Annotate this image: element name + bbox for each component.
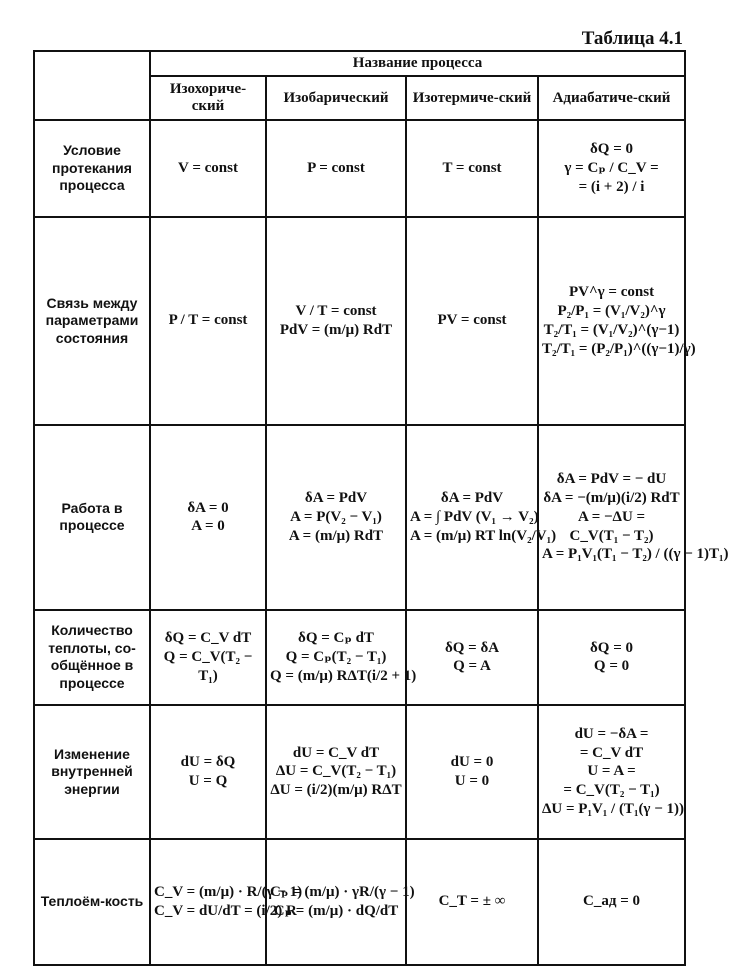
formula-line: ΔU = (i/2)(m/μ) RΔT (270, 782, 402, 799)
formula-line: = (i + 2) / i (578, 178, 645, 195)
formula-line: Q = C_V(T₂ − (163, 648, 253, 665)
formula-line: PV = const (437, 312, 507, 329)
cell-isobaric (266, 705, 406, 839)
cell-isochoric (150, 120, 266, 217)
cell-isobaric (266, 120, 406, 217)
cell-isochoric (150, 705, 266, 839)
formula-line: U = A = (587, 763, 636, 780)
formula-line: = C_V(T₂ − T₁) (563, 782, 660, 799)
formula-line: C_T = ± ∞ (438, 893, 506, 910)
col-header-isochoric: Изохориче-ский (150, 76, 266, 120)
formula-line: PV^γ = const (568, 284, 655, 301)
formula-line: δQ = δA (444, 639, 500, 656)
formula-line: δA = PdV (304, 490, 368, 507)
formula-line: A = P(V₂ − V₁) (290, 508, 382, 525)
col-header-isothermal: Изотермиче-ский (406, 76, 538, 120)
formula-line: δQ = C_V dT (164, 630, 252, 647)
formula-line: dU = 0 (450, 754, 494, 770)
cell-adiabatic (538, 610, 685, 705)
corner-cell (34, 51, 150, 120)
formula-line: δQ = Cₚ dT (298, 630, 374, 647)
formula-line: δA = PdV = − dU (556, 471, 667, 488)
row-header: Количество теплоты, со-общённое в процессе (34, 610, 150, 705)
table-row (34, 217, 685, 425)
col-header-adiabatic: Адиабатиче-ский (538, 76, 685, 120)
row-header: Связь между параметрами состояния (34, 217, 150, 425)
formula-line: T₁) (198, 667, 218, 684)
formula-line: C_V(T₁ − T₂) (569, 527, 654, 544)
formula-line: δA = −(m/μ)(i/2) RdT (543, 490, 680, 507)
formula-line: C_V = dU/dT = (i/2) R (154, 902, 297, 919)
cell-isochoric (150, 839, 303, 965)
formula-line: δQ = 0 (590, 141, 634, 158)
process-group-header: Название процесса (150, 51, 685, 76)
table-body (34, 120, 729, 965)
table-caption: Таблица 4.1 (581, 28, 683, 49)
cell-isothermal (406, 120, 538, 217)
formula-line: δQ = 0 (590, 639, 634, 656)
row-header: Изменение внутренней энергии (34, 705, 150, 839)
table-row (34, 425, 685, 610)
formula-line: A = −ΔU = (577, 508, 646, 525)
formula-line: Cₚ = (m/μ) · γR/(γ − 1) (270, 884, 415, 900)
cell-isobaric (266, 425, 406, 610)
formula-line: U = 0 (454, 772, 490, 789)
formula-line: ΔU = P₁V₁ / (T₁(γ − 1)) (542, 800, 684, 817)
formula-line: Cₚ = (m/μ) · dQ/dT (273, 902, 399, 919)
formula-line: ΔU = C_V(T₂ − T₁) (275, 763, 397, 780)
cell-adiabatic (538, 425, 729, 610)
formula-line: A = (m/μ) RdT (288, 527, 384, 544)
formula-line: Q = A (453, 658, 491, 675)
cell-adiabatic (538, 120, 685, 217)
row-header: Работа в процессе (34, 425, 150, 610)
formula-line: A = (m/μ) RT ln(V₂/V₁) (410, 527, 557, 544)
table-row (34, 705, 685, 839)
formula-line: T₂/T₁ = (V₁/V₂)^(γ−1) (543, 321, 680, 338)
cell-isochoric (150, 425, 266, 610)
table-row (34, 610, 685, 705)
formula-line: Q = (m/μ) RΔT(i/2 + 1) (270, 667, 417, 684)
formula-line: dU = C_V dT (292, 744, 380, 761)
formula-line: dU = −δA = (574, 725, 649, 742)
cell-isobaric (266, 839, 415, 965)
row-header: Условие протекания процесса (34, 120, 150, 217)
cell-isothermal (406, 217, 538, 425)
cell-isothermal (406, 425, 557, 610)
formula-line: δA = PdV (440, 490, 504, 507)
formula-line: T₂/T₁ = (P₂/P₁)^((γ−1)/γ) (542, 340, 696, 357)
row-header: Теплоём-кость (34, 839, 150, 965)
cell-isothermal (406, 705, 538, 839)
cell-isobaric (266, 610, 417, 705)
cell-isochoric (150, 217, 266, 425)
formula-line: PdV = (m/μ) RdT (279, 321, 393, 338)
formula-line: A = 0 (191, 518, 225, 535)
formula-line: T = const (442, 159, 502, 176)
thermo-processes-table (33, 50, 729, 966)
formula-line: P = const (307, 159, 365, 176)
cell-isothermal (406, 839, 538, 965)
table-row (34, 120, 685, 217)
formula-line: Q = Cₚ(T₂ − T₁) (285, 648, 387, 665)
formula-line: δA = 0 (187, 499, 229, 516)
formula-line: P / T = const (168, 312, 248, 329)
formula-line: A = ∫ PdV (V₁ → V₂) (410, 508, 539, 525)
cell-adiabatic (538, 705, 685, 839)
formula-line: = C_V dT (579, 744, 644, 761)
formula-line: A = P₁V₁(T₁ − T₂) / ((γ − 1)T₁) (542, 546, 729, 563)
formula-line: C_ад = 0 (583, 893, 640, 910)
cell-adiabatic (538, 217, 696, 425)
formula-line: Q = 0 (593, 658, 630, 675)
cell-isochoric (150, 610, 266, 705)
formula-line: V = const (178, 159, 238, 176)
formula-line: dU = δQ (180, 754, 236, 770)
formula-line: γ = Cₚ / C_V = (564, 159, 659, 176)
col-header-isobaric: Изобарический (266, 76, 406, 120)
table-row (34, 839, 685, 965)
formula-line: C_V = (m/μ) · R/(γ − 1) (154, 884, 303, 900)
cell-isobaric (266, 217, 406, 425)
formula-line: V / T = const (295, 303, 377, 319)
formula-line: U = Q (188, 772, 228, 789)
formula-line: P₂/P₁ = (V₁/V₂)^γ (557, 303, 666, 319)
cell-adiabatic (538, 839, 685, 965)
cell-isothermal (406, 610, 538, 705)
